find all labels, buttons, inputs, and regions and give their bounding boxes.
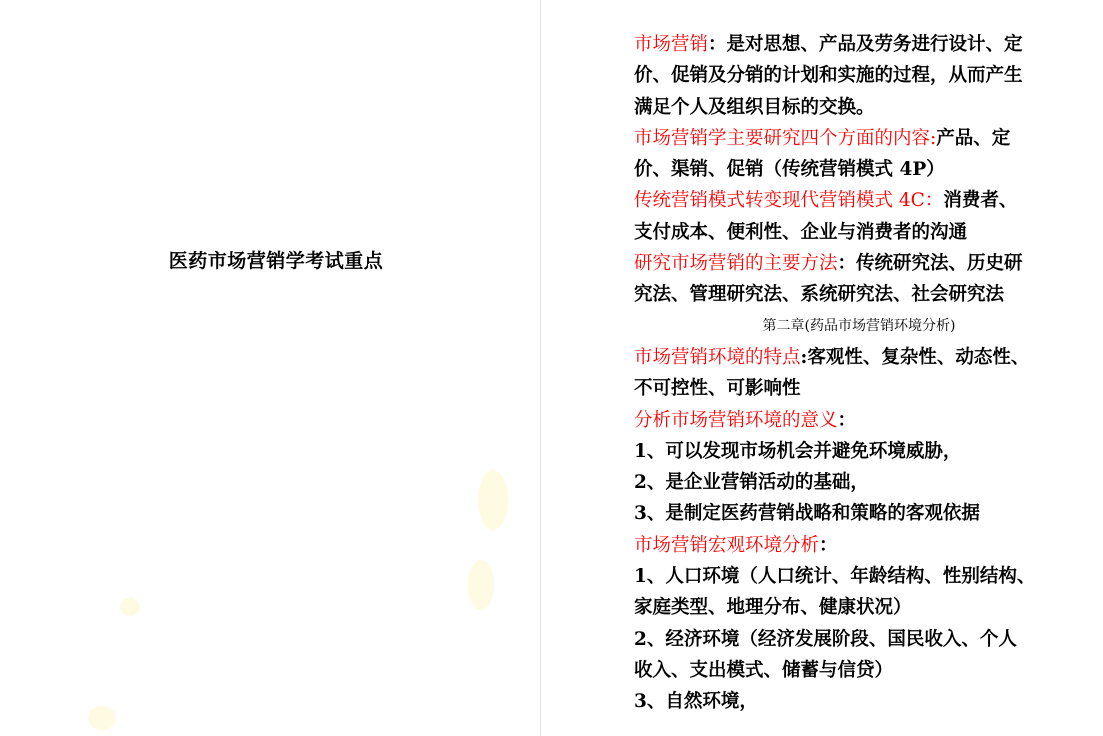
text-line (634, 248, 1064, 279)
line-text: :客观性、复杂性、动态性、 (800, 346, 1030, 368)
text-line (634, 530, 1064, 561)
text-line (634, 123, 1064, 154)
text-line (634, 373, 1064, 404)
text-line (634, 29, 1064, 60)
line-text: 3、是制定医药营销战略和策略的客观依据 (634, 503, 980, 525)
text-line (634, 217, 1064, 248)
line-text: 价、渠销、促销（传统营销模式 4P） (634, 159, 945, 181)
text-line (634, 592, 1064, 623)
key-term: 市场营销学主要研究四个方面的内容: (634, 127, 937, 149)
document-title: 医药市场营销学考试重点 (168, 250, 384, 272)
text-line (634, 405, 1064, 436)
line-text: 1、人口环境（人口统计、年龄结构、性别结构、 (634, 566, 1036, 588)
key-term: 传统营销模式转变现代营销模式 4C： (634, 190, 944, 212)
line-text: 收入、支出模式、储蓄与信贷） (634, 659, 894, 681)
text-line (634, 279, 1064, 310)
line-text: 价、促销及分销的计划和实施的过程，从而产生 (634, 65, 1023, 87)
right-page (634, 29, 1064, 718)
paper-stain (88, 706, 116, 730)
key-term: 市场营销宏观环境分析 (634, 534, 820, 556)
line-text: 消费者、 (943, 190, 1018, 212)
line-text: 支付成本、便利性、企业与消费者的沟通 (634, 221, 968, 243)
line-text: 2、是企业营销活动的基础， (634, 472, 869, 494)
text-line (634, 436, 1064, 467)
text-line (634, 185, 1064, 216)
line-text: ：是对思想、产品及劳务进行设计、定 (708, 34, 1023, 55)
paper-stain (478, 470, 508, 530)
line-text: ：传统研究法、历史研 (837, 253, 1023, 275)
text-line (634, 561, 1064, 592)
chapter-heading: 第二章(药品市场营销环境分析) (762, 317, 956, 334)
key-term: 市场营销环境的特点 (634, 346, 801, 368)
text-line (634, 655, 1064, 686)
text-line (634, 92, 1064, 123)
line-text: 究法、管理研究法、系统研究法、社会研究法 (634, 284, 1005, 306)
text-line (634, 686, 1064, 717)
paper-stain (120, 598, 140, 616)
text-line (634, 342, 1064, 373)
line-text: 产品、定 (936, 127, 1011, 149)
text-line (634, 624, 1064, 655)
left-page (0, 0, 540, 736)
line-text: 家庭类型、地理分布、健康状况） (634, 597, 912, 619)
line-text: 满足个人及组织目标的交换。 (634, 96, 875, 118)
page-divider (540, 0, 541, 736)
line-text: 1、可以发现市场机会并避免环境威胁， (634, 440, 962, 462)
line-text: ： (837, 409, 857, 431)
key-term: 市场营销 (634, 34, 709, 55)
line-text: 不可控性、可影响性 (634, 378, 801, 400)
text-line (634, 154, 1064, 185)
paper-stain (468, 560, 494, 610)
text-line (634, 498, 1064, 529)
line-text: 2、经济环境（经济发展阶段、国民收入、个人 (634, 628, 1017, 650)
key-term: 研究市场营销的主要方法 (634, 253, 838, 275)
line-text: 3、自然环境， (634, 691, 758, 713)
line-text: ： (819, 534, 838, 556)
text-line (634, 60, 1064, 91)
text-line (634, 467, 1064, 498)
key-term: 分析市场营销环境的意义 (634, 409, 838, 431)
